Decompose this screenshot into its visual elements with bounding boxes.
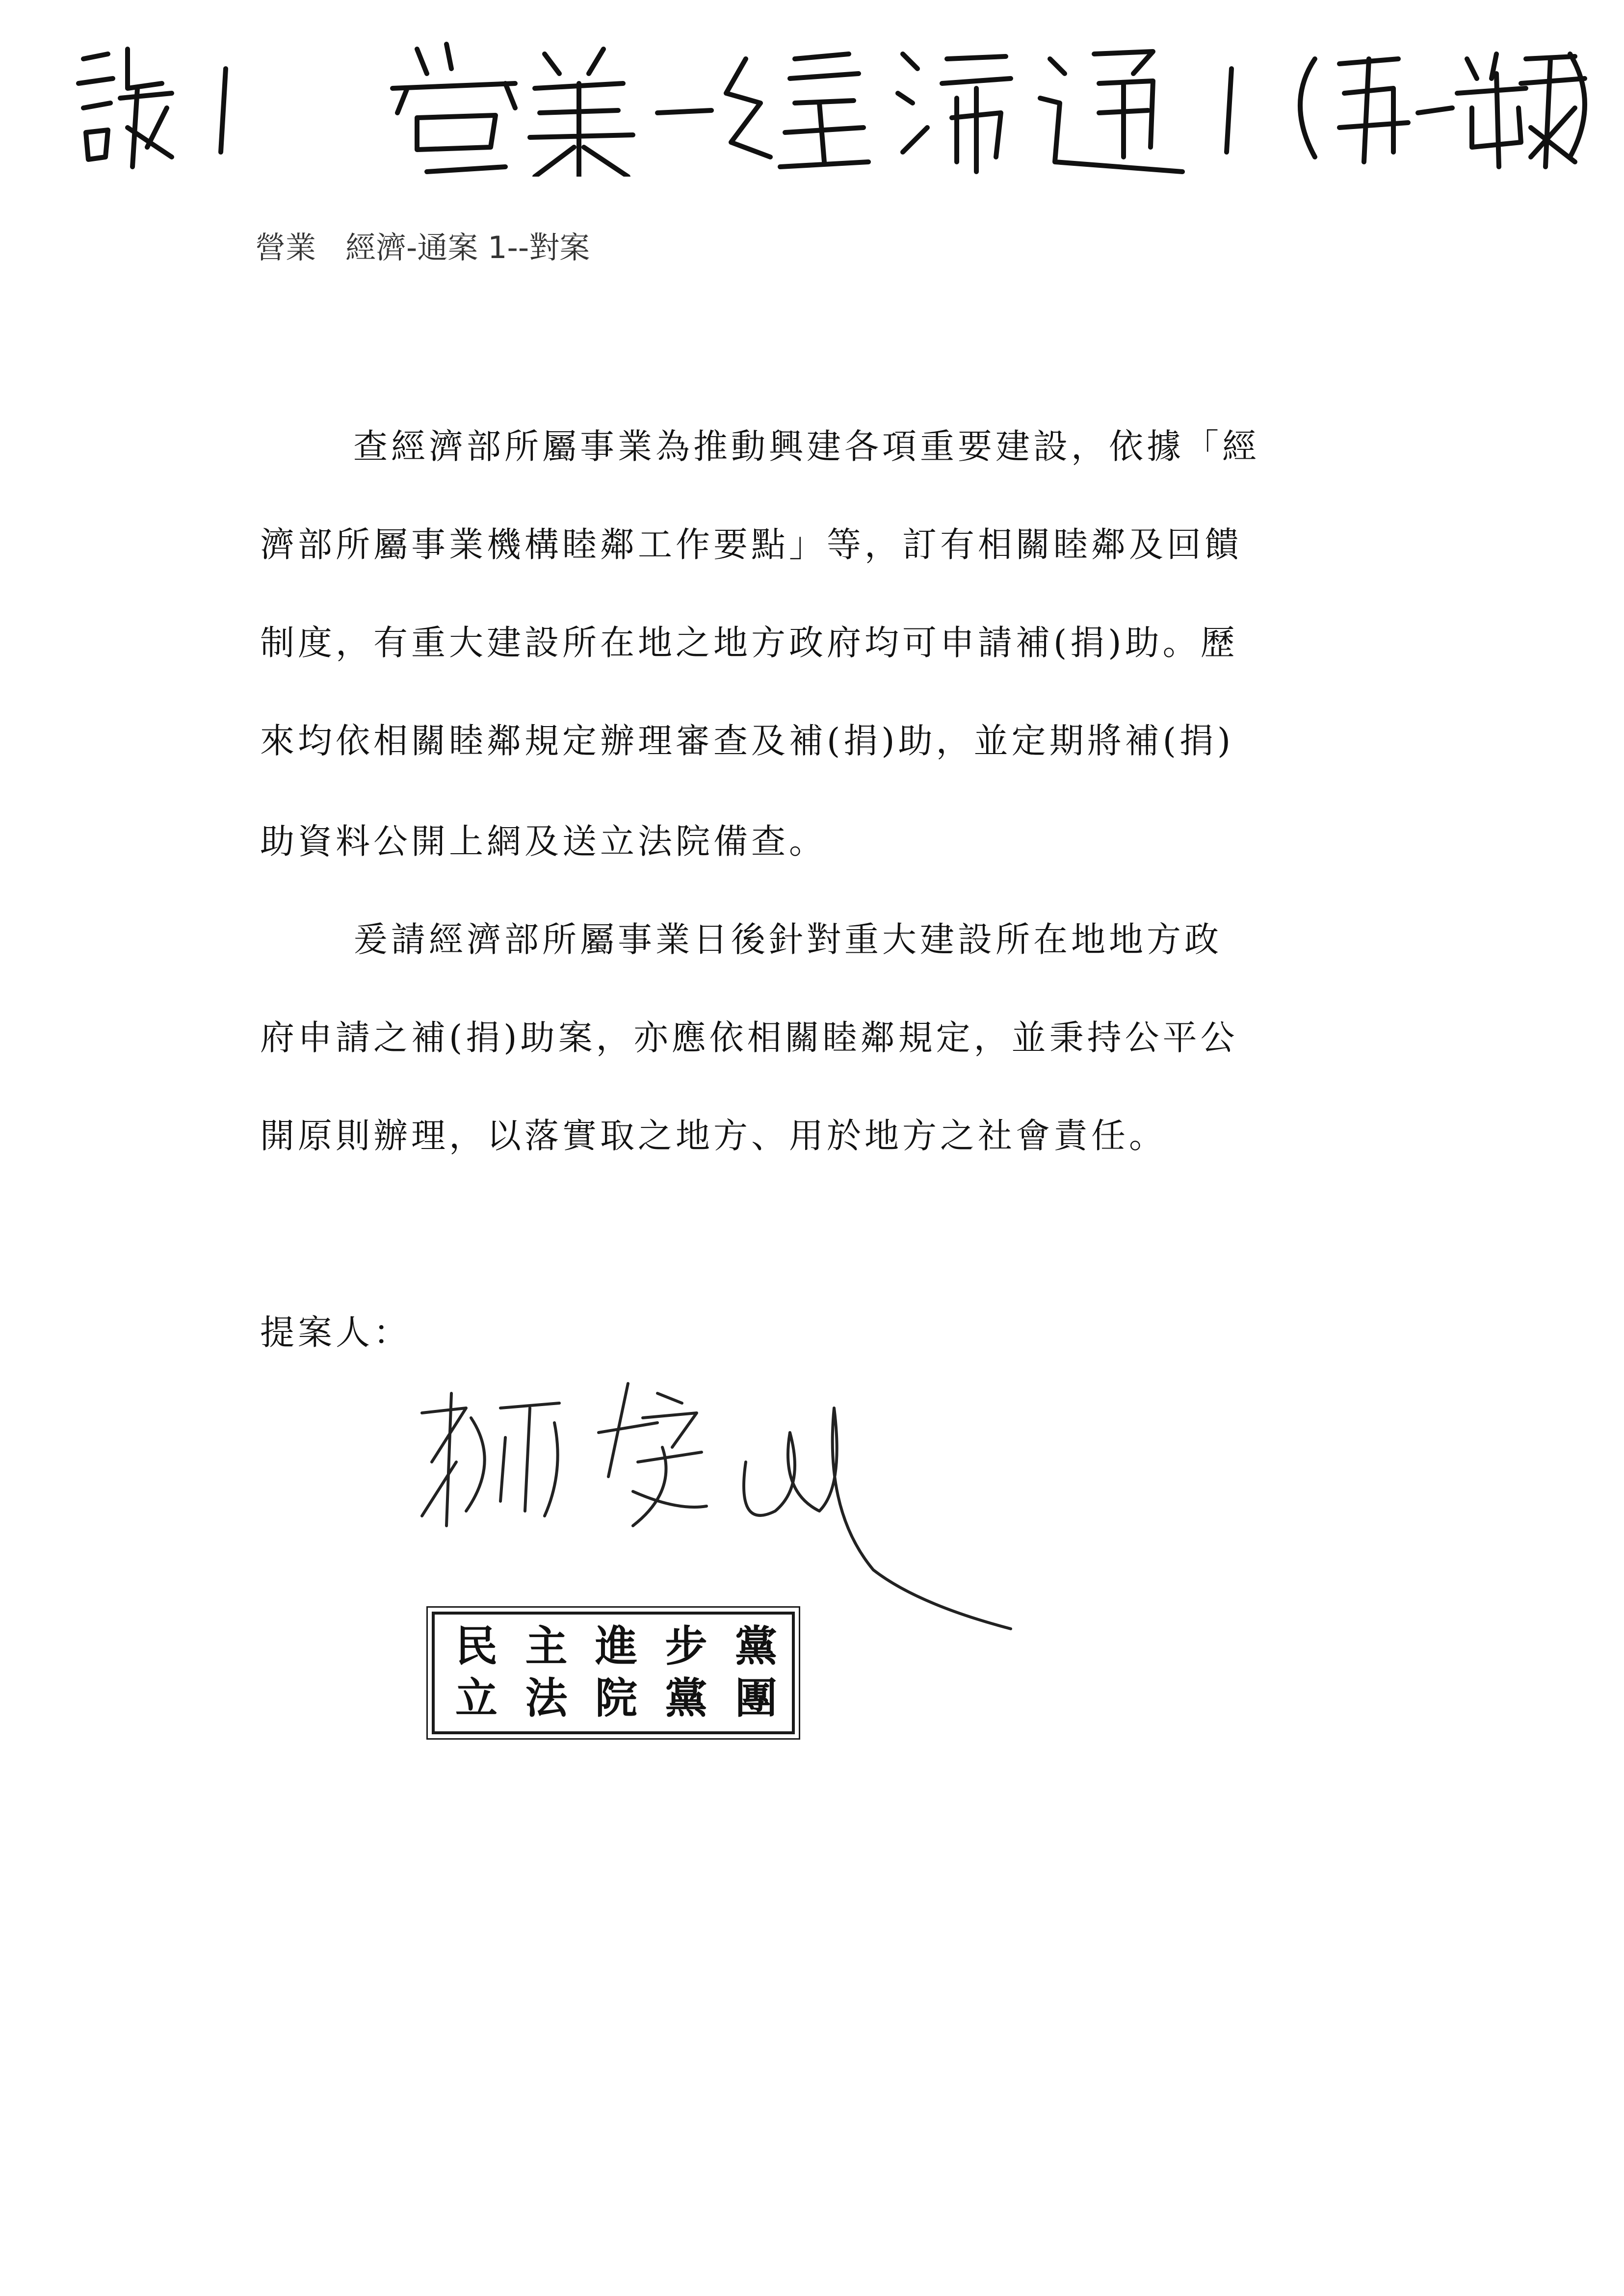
- paragraph-1-line-3: 制度，有重大建設所在地之地方政府均可申請補(捐)助。歷: [260, 623, 1238, 663]
- stamp-char: 步: [665, 1621, 707, 1671]
- subtitle-category: 營業: [255, 230, 316, 265]
- proposer-label: 提案人：: [260, 1312, 411, 1353]
- signature-strokes: [402, 1364, 1040, 1639]
- party-caucus-stamp: [432, 1612, 795, 1734]
- paragraph-2-line-3: 開原則辦理，以落實取之地方、用於地方之社會責任。: [260, 1116, 1167, 1156]
- handwritten-header-strokes: [74, 29, 1595, 177]
- stamp-char: 團: [735, 1673, 777, 1723]
- paragraph-1-line-2: 濟部所屬事業機構睦鄰工作要點」等，訂有相關睦鄰及回饋: [260, 524, 1242, 565]
- paragraph-1-line-4: 來均依相關睦鄰規定辦理審查及補(捐)助，並定期將補(捐): [260, 721, 1234, 761]
- paragraph-1-line-1: 查經濟部所屬事業為推動興建各項重要建設，依據「經: [353, 426, 1260, 467]
- stamp-row-1: [449, 1621, 783, 1671]
- subtitle-case: 經濟-通案 1--對案: [345, 230, 590, 265]
- proposer-signature: [402, 1364, 1040, 1639]
- stamp-char: 民: [455, 1621, 498, 1671]
- stamp-char: 法: [525, 1673, 568, 1723]
- stamp-char: 進: [595, 1621, 637, 1671]
- stamp-char: 黨: [735, 1621, 777, 1671]
- document-subtitle: [255, 223, 590, 267]
- paragraph-2-line-2: 府申請之補(捐)助案，亦應依相關睦鄰規定，並秉持公平公: [260, 1018, 1238, 1058]
- stamp-char: 主: [525, 1621, 568, 1671]
- paragraph-1-line-5: 助資料公開上網及送立法院備查。: [260, 821, 827, 861]
- stamp-row-2: [449, 1673, 783, 1723]
- stamp-char: 院: [595, 1673, 637, 1723]
- handwritten-header: [74, 29, 1595, 177]
- paragraph-2-line-1: 爰請經濟部所屬事業日後針對重大建設所在地地方政: [353, 919, 1222, 960]
- stamp-char: 立: [455, 1673, 498, 1723]
- stamp-char: 黨: [665, 1673, 707, 1723]
